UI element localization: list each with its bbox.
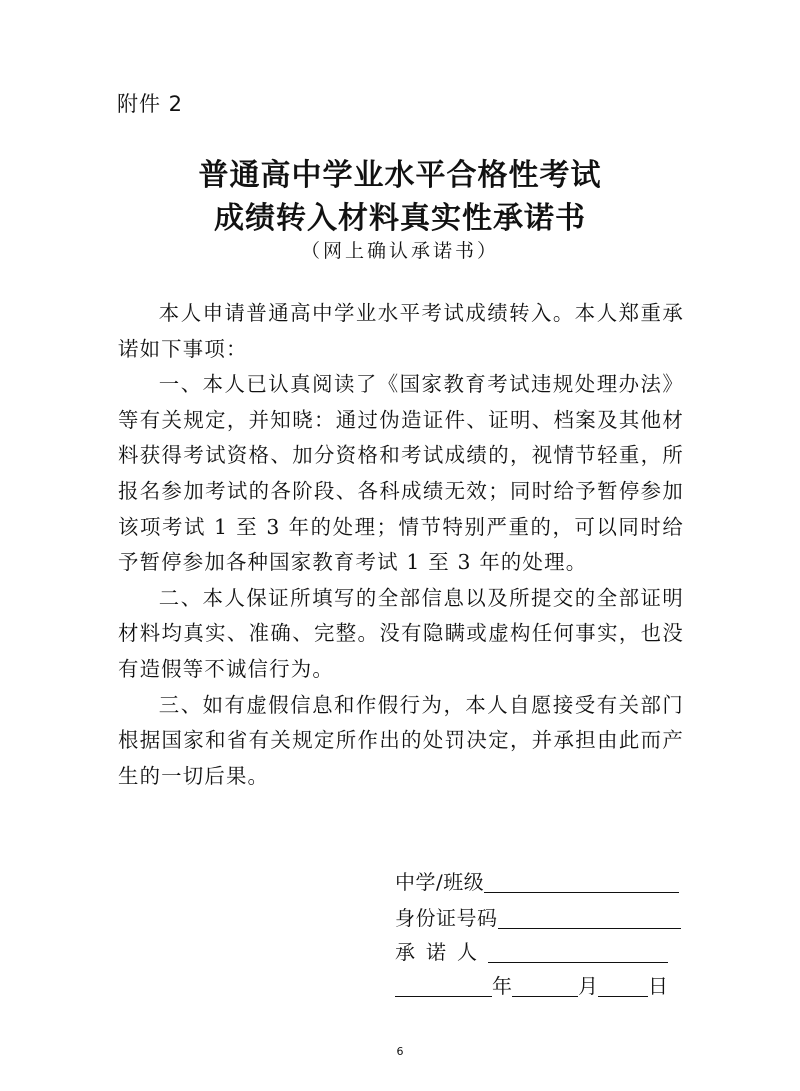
day-label: 日 (648, 974, 668, 998)
day-blank[interactable] (598, 976, 648, 997)
year-label: 年 (492, 974, 512, 998)
page-number: 6 (396, 1045, 404, 1058)
month-label: 月 (578, 974, 598, 998)
document-title-line1: 普通高中学业水平合格性考试 (198, 158, 602, 193)
month-blank[interactable] (512, 976, 578, 997)
pledge-intro-paragraph: 本人申请普通高中学业水平考试成绩转入。本人郑重承诺如下事项： (118, 301, 684, 361)
id-number-blank[interactable] (498, 908, 681, 929)
document-title-line2: 成绩转入材料真实性承诺书 (214, 201, 586, 236)
date-field (395, 970, 668, 999)
id-number-label: 身份证号码 (395, 906, 498, 930)
promisor-label: 承诺人 (395, 940, 488, 964)
id-number-field (395, 902, 681, 931)
school-class-field (395, 866, 679, 895)
pledge-item-2: 二、本人保证所填写的全部信息以及所提交的全部证明材料均真实、准确、完整。没有隐瞒或虚构任何事实，也没有造假等不诚信行为。 (118, 585, 684, 681)
school-class-label: 中学/班级 (395, 870, 485, 894)
document-subtitle: （网上确认承诺书） (300, 240, 499, 262)
pledge-item-3: 三、如有虚假信息和作假行为，本人自愿接受有关部门根据国家和省有关规定所作出的处罚决定，并承担由此而产生的一切后果。 (118, 692, 684, 788)
pledge-body (118, 296, 684, 794)
school-class-blank[interactable] (484, 872, 679, 893)
pledge-item-1: 一、本人已认真阅读了《国家教育考试违规处理办法》等有关规定，并知晓：通过伪造证件、证明、档案及其他材料获得考试资格、加分资格和考试成绩的，视情节轻重，所报名参加考试的各阶段、各科成绩无效；同时给予暂停参加该项考试 1 至 3 年的处理；情节特别严重的，可以同时给予暂停参加各种国家教育考试 1 至 3 年的处理。 (118, 372, 684, 575)
year-blank[interactable] (395, 976, 492, 997)
attachment-label: 附件 2 (117, 92, 184, 116)
promisor-field (395, 936, 668, 965)
promisor-blank[interactable] (488, 942, 668, 963)
